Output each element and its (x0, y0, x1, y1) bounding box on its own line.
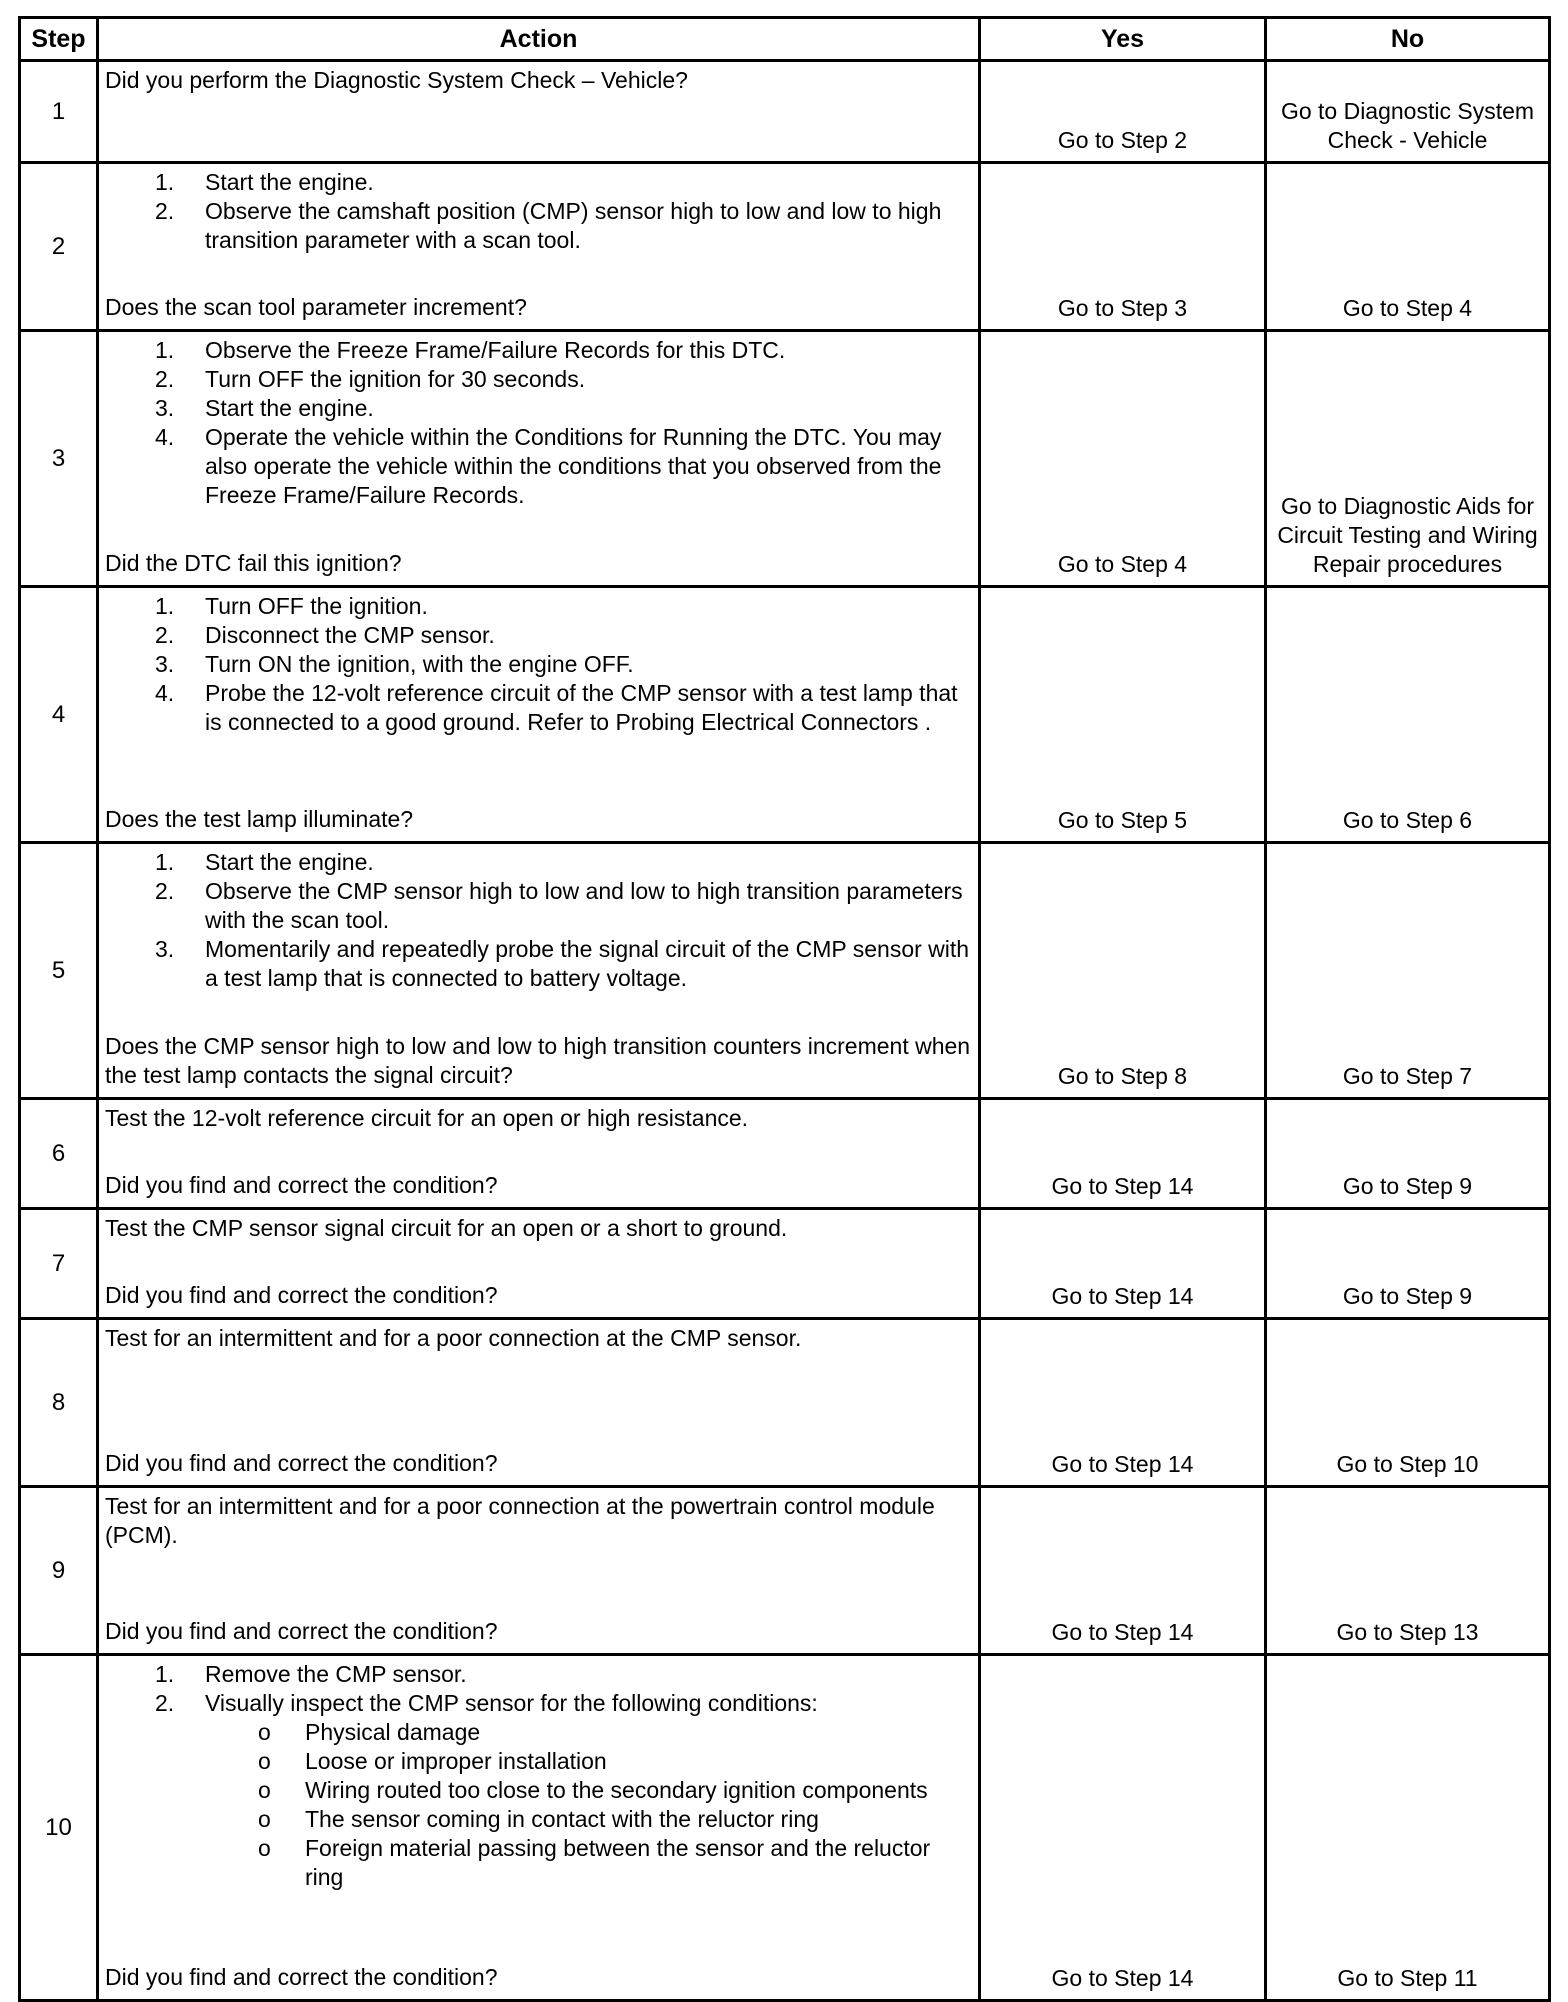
step-number: 1 (20, 61, 98, 163)
diagnostic-table (18, 16, 1551, 2002)
table-row (20, 1319, 1550, 1487)
action-question: Does the CMP sensor high to low and low to high transition counters increment when the test lamp contacts the signal circuit? (105, 1033, 971, 1088)
action-question: Does the test lamp illuminate? (105, 806, 414, 832)
no-cell: Go to Diagnostic System Check - Vehicle (1266, 61, 1550, 163)
action-cell (98, 1655, 980, 2001)
step-number: 5 (20, 843, 98, 1099)
list-item: 2. Observe the camshaft position (CMP) sensor high to low and low to high transition parameter with a scan tool. (155, 198, 942, 253)
list-item: 1. Observe the Freeze Frame/Failure Records for this DTC. (155, 337, 786, 363)
list-item: o Loose or improper installation (258, 1748, 607, 1774)
list-item: o Wiring routed too close to the secondary ignition components (258, 1777, 928, 1803)
header-row (20, 18, 1550, 61)
list-item: o The sensor coming in contact with the reluctor ring (258, 1806, 819, 1832)
list-item: 1. Turn OFF the ignition. (155, 593, 428, 619)
yes-cell: Go to Step 14 (980, 1319, 1266, 1487)
list-item: o Foreign material passing between the sensor and the reluctor ring (258, 1835, 931, 1890)
yes-cell: Go to Step 5 (980, 587, 1266, 843)
action-steps (105, 1660, 972, 1718)
action-intro: Test the CMP sensor signal circuit for an open or a short to ground. (105, 1215, 788, 1241)
table-row (20, 1487, 1550, 1655)
list-item: 4. Probe the 12-volt reference circuit of the CMP sensor with a test lamp that is connected to a good ground. Refer to Probing Electrical Connectors . (155, 680, 958, 735)
list-item: 1. Start the engine. (155, 849, 374, 875)
table-row (20, 1099, 1550, 1209)
list-item: 2. Observe the CMP sensor high to low and low to high transition parameters with the scan tool. (155, 878, 963, 933)
yes-cell: Go to Step 8 (980, 843, 1266, 1099)
step-number: 3 (20, 331, 98, 587)
action-question: Did the DTC fail this ignition? (105, 550, 402, 576)
list-item: 2. Visually inspect the CMP sensor for the following conditions: (155, 1690, 818, 1716)
action-question: Did you find and correct the condition? (105, 1172, 498, 1198)
no-cell: Go to Step 9 (1266, 1209, 1550, 1319)
yes-cell: Go to Step 2 (980, 61, 1266, 163)
table-row (20, 843, 1550, 1099)
action-cell (98, 61, 980, 163)
step-number: 7 (20, 1209, 98, 1319)
action-cell (98, 1487, 980, 1655)
yes-cell: Go to Step 3 (980, 163, 1266, 331)
table-row (20, 1209, 1550, 1319)
yes-cell: Go to Step 4 (980, 331, 1266, 587)
action-question: Did you find and correct the condition? (105, 1282, 498, 1308)
action-question: Did you find and correct the condition? (105, 1964, 498, 1990)
step-number: 4 (20, 587, 98, 843)
no-cell: Go to Step 4 (1266, 163, 1550, 331)
no-cell: Go to Step 7 (1266, 843, 1550, 1099)
yes-cell: Go to Step 14 (980, 1487, 1266, 1655)
no-cell: Go to Step 6 (1266, 587, 1550, 843)
header-action: Action (98, 18, 980, 61)
no-cell: Go to Step 13 (1266, 1487, 1550, 1655)
no-cell: Go to Step 10 (1266, 1319, 1550, 1487)
list-item: 4. Operate the vehicle within the Conditions for Running the DTC. You may also operate the vehicle within the conditions that you observed from the Freeze Frame/Failure Records. (155, 424, 942, 508)
table-row (20, 587, 1550, 843)
action-cell (98, 587, 980, 843)
list-item: 2. Turn OFF the ignition for 30 seconds. (155, 366, 586, 392)
step-number: 9 (20, 1487, 98, 1655)
no-cell: Go to Step 9 (1266, 1099, 1550, 1209)
header-yes: Yes (980, 18, 1266, 61)
action-intro: Test for an intermittent and for a poor connection at the CMP sensor. (105, 1325, 802, 1351)
action-cell (98, 1209, 980, 1319)
table-row (20, 331, 1550, 587)
action-question: Does the scan tool parameter increment? (105, 294, 527, 320)
list-item: o Physical damage (258, 1719, 481, 1745)
step-number: 2 (20, 163, 98, 331)
action-steps (105, 336, 972, 510)
list-item: 3. Momentarily and repeatedly probe the signal circuit of the CMP sensor with a test lamp that is connected to battery voltage. (155, 936, 970, 991)
table-row (20, 1655, 1550, 2001)
yes-cell: Go to Step 14 (980, 1655, 1266, 2001)
action-steps (105, 848, 972, 993)
action-question: Did you find and correct the condition? (105, 1618, 498, 1644)
action-intro: Did you perform the Diagnostic System Check – Vehicle? (105, 67, 688, 93)
no-cell: Go to Step 11 (1266, 1655, 1550, 2001)
action-cell (98, 1099, 980, 1209)
no-cell: Go to Diagnostic Aids for Circuit Testing and Wiring Repair procedures (1266, 331, 1550, 587)
condition-list (105, 1718, 972, 1892)
list-item: 3. Turn ON the ignition, with the engine OFF. (155, 651, 634, 677)
step-number: 6 (20, 1099, 98, 1209)
action-intro: Test the 12-volt reference circuit for an open or high resistance. (105, 1105, 749, 1131)
action-intro: Test for an intermittent and for a poor connection at the powertrain control module (PCM). (105, 1493, 935, 1548)
yes-cell: Go to Step 14 (980, 1209, 1266, 1319)
action-cell (98, 843, 980, 1099)
list-item: 1. Start the engine. (155, 169, 374, 195)
yes-cell: Go to Step 14 (980, 1099, 1266, 1209)
action-steps (105, 168, 972, 255)
table-row (20, 163, 1550, 331)
action-cell (98, 163, 980, 331)
list-item: 2. Disconnect the CMP sensor. (155, 622, 495, 648)
step-number: 8 (20, 1319, 98, 1487)
table-row (20, 61, 1550, 163)
action-cell (98, 331, 980, 587)
header-no: No (1266, 18, 1550, 61)
action-question: Did you find and correct the condition? (105, 1450, 498, 1476)
list-item: 1. Remove the CMP sensor. (155, 1661, 467, 1687)
list-item: 3. Start the engine. (155, 395, 374, 421)
step-number: 10 (20, 1655, 98, 2001)
header-step: Step (20, 18, 98, 61)
action-cell (98, 1319, 980, 1487)
action-steps (105, 592, 972, 737)
